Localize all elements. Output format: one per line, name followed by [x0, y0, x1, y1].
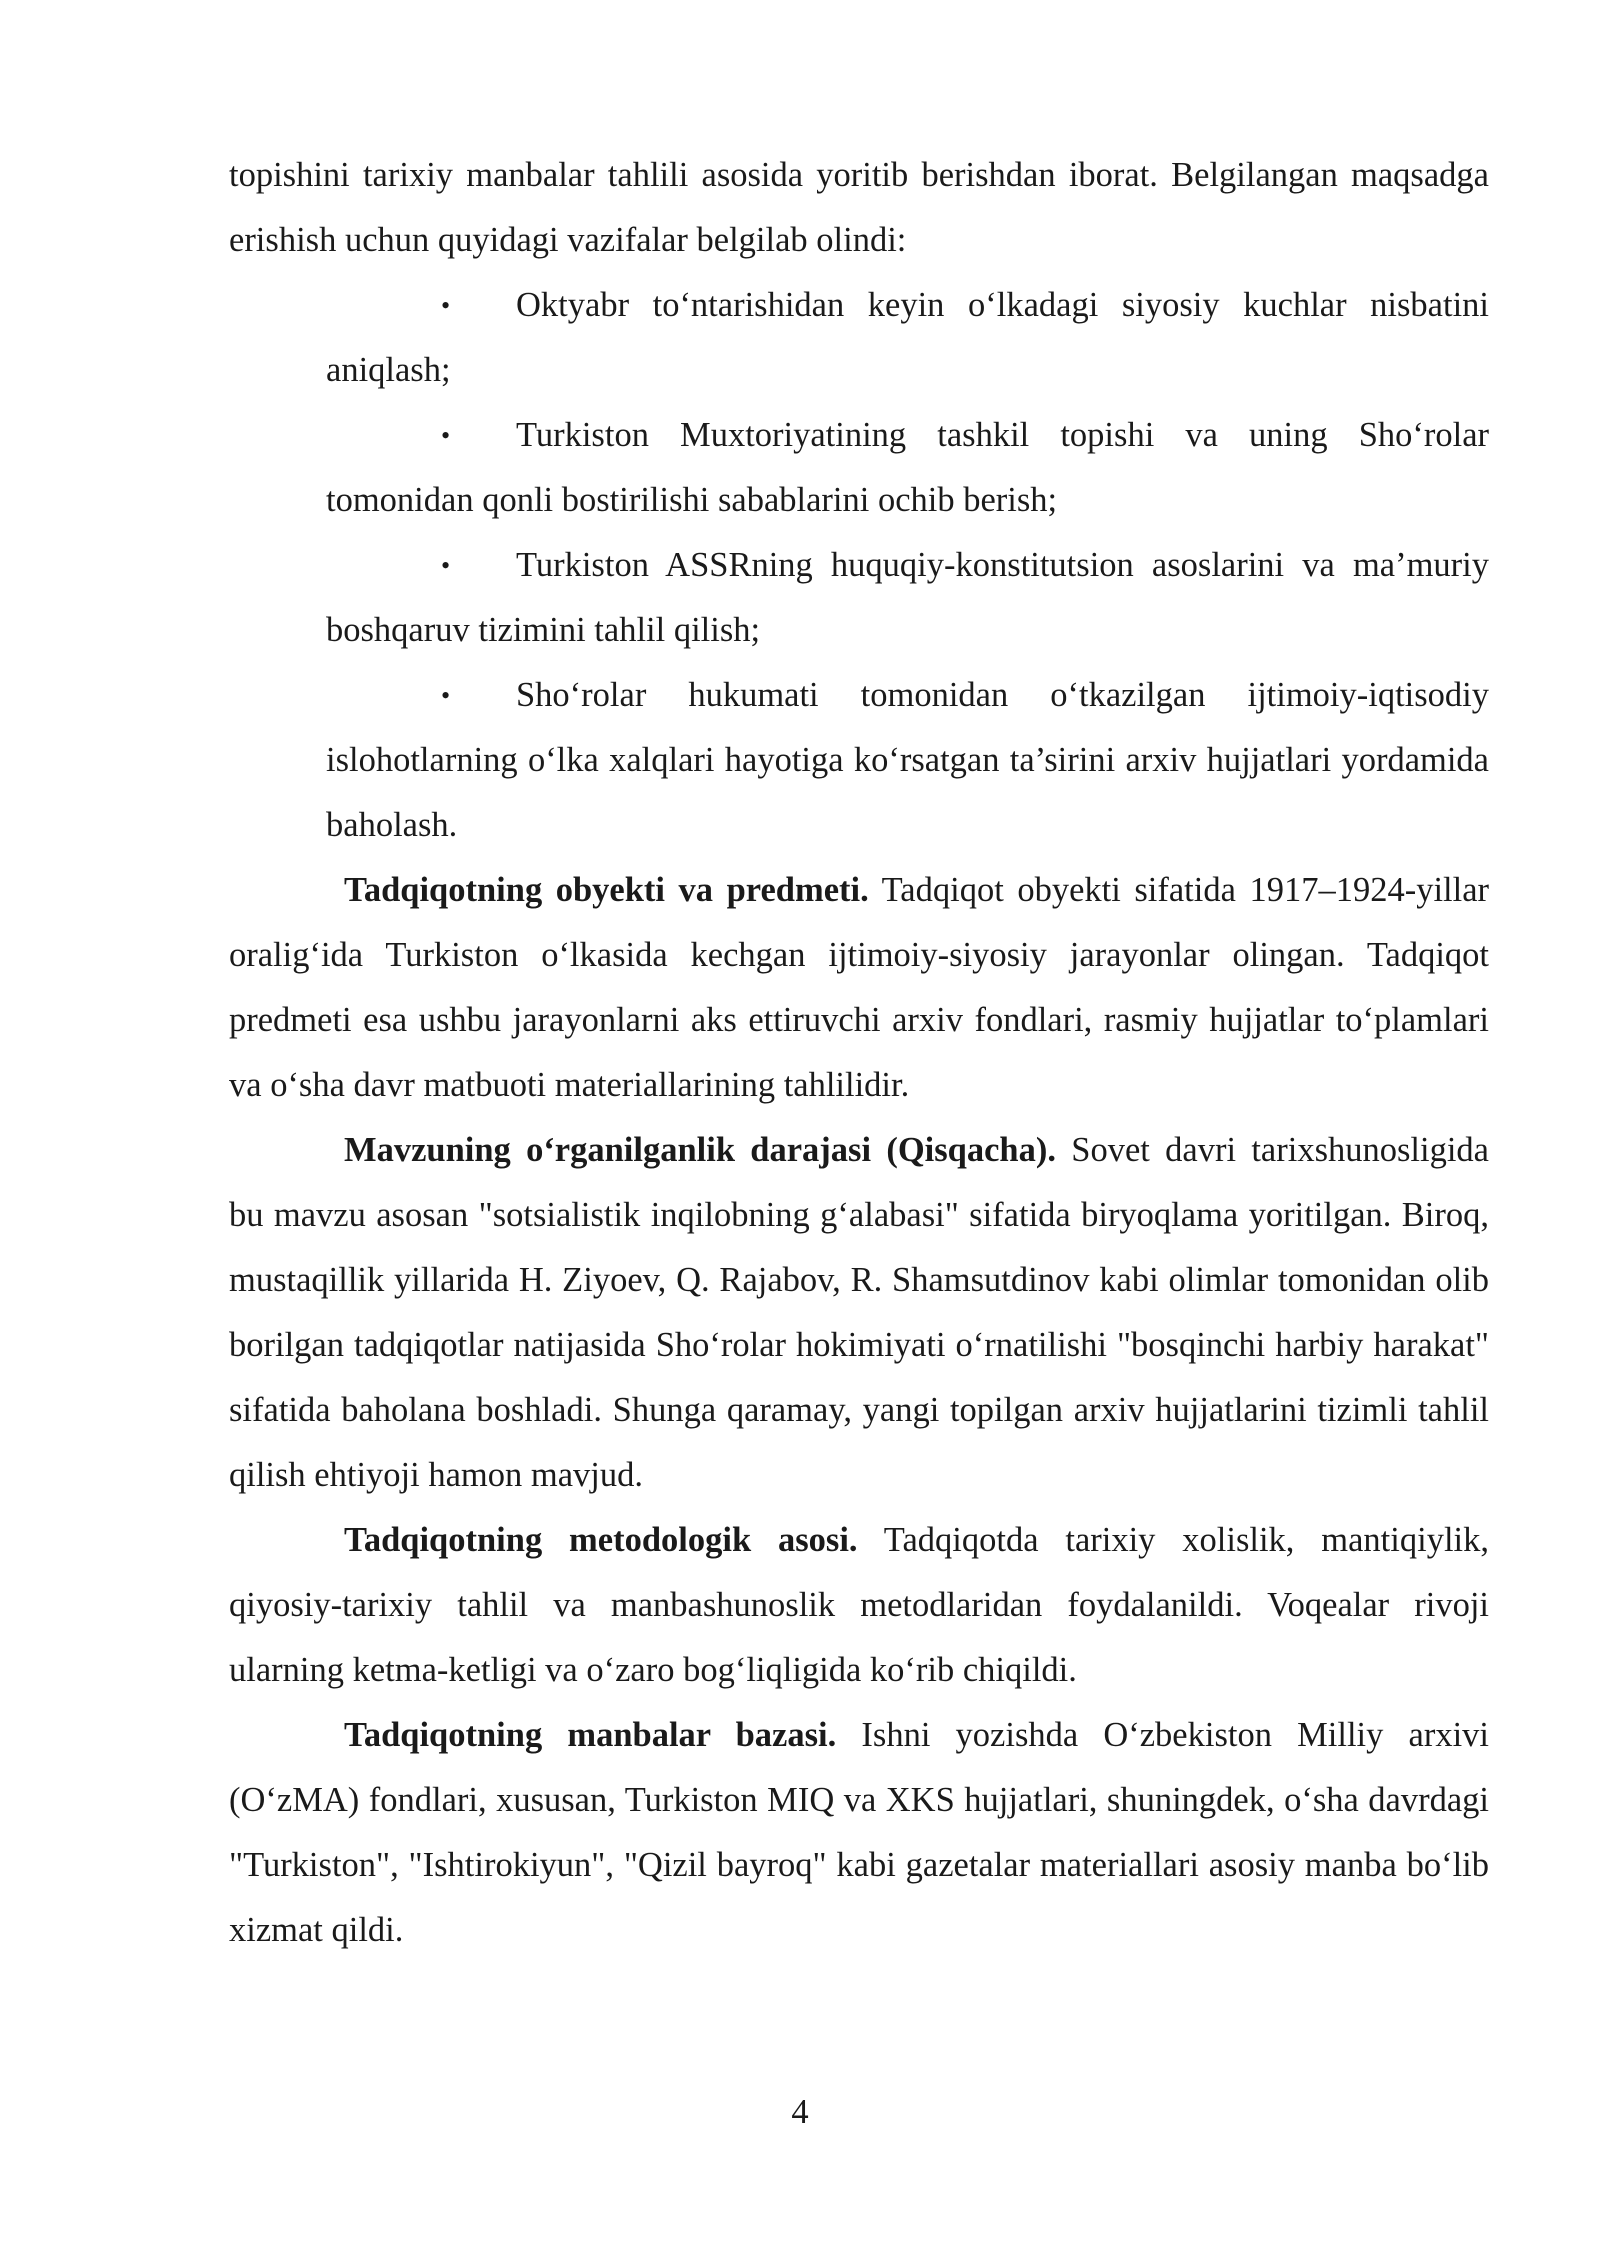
task-item	[326, 663, 1489, 858]
bullet-icon: •	[441, 551, 451, 580]
section-heading: Tadqiqotning obyekti va predmeti.	[344, 871, 869, 909]
section-methodology	[229, 1508, 1489, 1703]
section-literature-review	[229, 1118, 1489, 1508]
task-text: Oktyabr to‘ntarishidan keyin o‘lkadagi siyosiy kuchlar nisbatini aniqlash;	[326, 286, 1489, 389]
section-text: Sovet davri tarixshunosligida bu mavzu asosan "sotsialistik inqilobning g‘alabasi" sifatida biryoqlama yoritilgan. Biroq, mustaqillik yillarida H. Ziyoev, Q. Rajabov, R. Shamsutdinov kabi olimlar tomonidan olib borilgan tadqiqotlar natijasida Sho‘rolar hokimiyati o‘rnatilishi "bosqinchi harbiy harakat" sifatida baholana boshladi. Shunga qaramay, yangi topilgan arxiv hujjatlarini tizimli tahlil qilish ehtiyoji hamon mavjud.	[229, 1131, 1489, 1494]
page-number: 4	[791, 2093, 809, 2131]
intro-paragraph: topishini tarixiy manbalar tahlili asosida yoritib berishdan iborat. Belgilangan maqsadga erishish uchun quyidagi vazifalar belgilab olindi:	[229, 156, 1489, 259]
task-text: Turkiston Muxtoriyatining tashkil topishi va uning Sho‘rolar tomonidan qonli bostirilishi sabablarini ochib berish;	[326, 416, 1489, 519]
task-text: Turkiston ASSRning huquqiy-konstitutsion asoslarini va ma’muriy boshqaruv tizimini tahlil qilish;	[326, 546, 1489, 649]
bullet-icon: •	[441, 681, 451, 710]
task-item	[326, 403, 1489, 533]
section-text: Tadqiqot obyekti sifatida 1917–1924-yillar oralig‘ida Turkiston o‘lkasida kechgan ijtimoiy-siyosiy jarayonlar olingan. Tadqiqot predmeti esa ushbu jarayonlarni aks ettiruvchi arxiv fondlari, rasmiy hujjatlar to‘plamlari va o‘sha davr matbuoti materiallarining tahlilidir.	[229, 871, 1489, 1104]
task-text: Sho‘rolar hukumati tomonidan o‘tkazilgan ijtimoiy-iqtisodiy islohotlarning o‘lka xalqlari hayotiga ko‘rsatgan ta’sirini arxiv hujjatlari yordamida baholash.	[326, 676, 1489, 844]
bullet-icon: •	[441, 291, 451, 320]
task-item	[326, 273, 1489, 403]
section-object-subject	[229, 858, 1489, 1118]
task-item	[326, 533, 1489, 663]
section-text: Ishni yozishda O‘zbekiston Milliy arxivi (O‘zMA) fondlari, xususan, Turkiston MIQ va XKS hujjatlari, shuningdek, o‘sha davrdagi "Turkiston", "Ishtirokiyun", "Qizil bayroq" kabi gazetalar materiallari asosiy manba bo‘lib xizmat qildi.	[229, 1716, 1489, 1949]
section-text: Tadqiqotda tarixiy xolislik, mantiqiylik, qiyosiy-tarixiy tahlil va manbashunoslik metodlaridan foydalanildi. Voqealar rivoji ularning ketma-ketligi va o‘zaro bog‘liqligida ko‘rib chiqildi.	[229, 1521, 1489, 1689]
bullet-icon: •	[441, 421, 451, 450]
task-list	[229, 273, 1489, 858]
document-page	[229, 143, 1489, 1963]
section-heading: Mavzuning o‘rganilganlik darajasi (Qisqacha).	[344, 1131, 1056, 1169]
section-heading: Tadqiqotning metodologik asosi.	[344, 1521, 858, 1559]
section-sources	[229, 1703, 1489, 1963]
section-heading: Tadqiqotning manbalar bazasi.	[344, 1716, 837, 1754]
